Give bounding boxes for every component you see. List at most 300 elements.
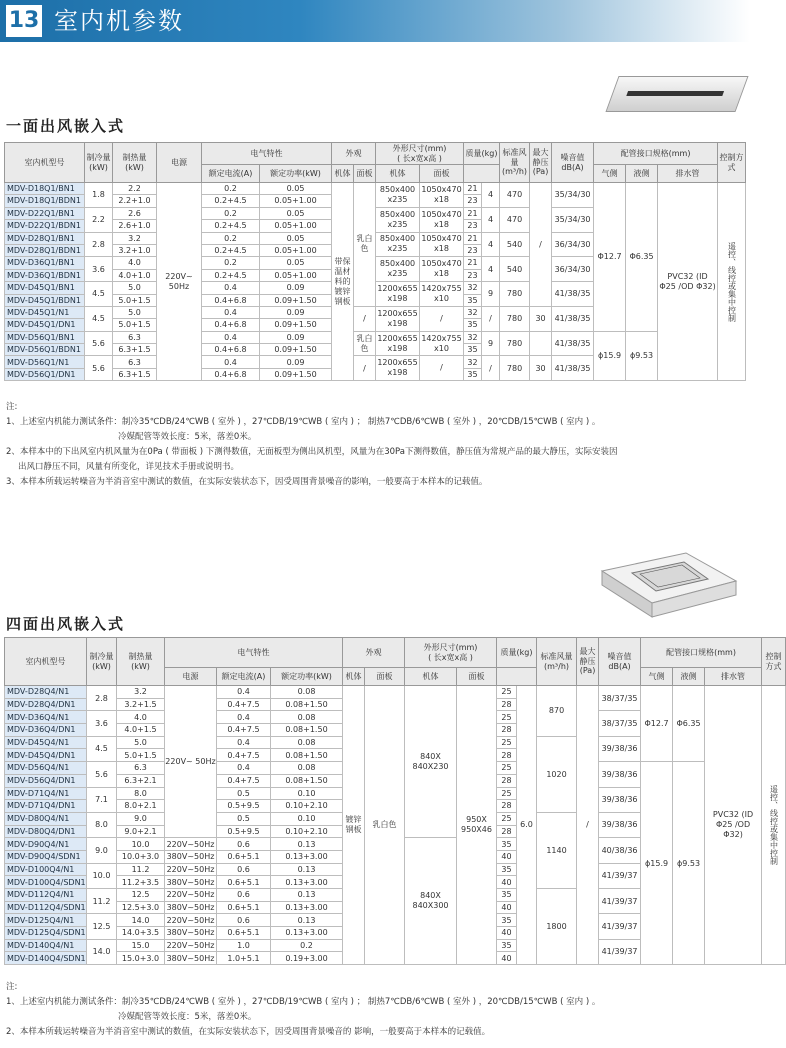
dim-panel-cell: 1050x470 x18 <box>420 232 464 257</box>
mass-panel-cell: / <box>482 306 500 331</box>
cooling-cell: 9.0 <box>87 838 117 863</box>
mass-body-cell: 28 <box>497 749 517 762</box>
rated-power-cell: 0.05+1.00 <box>260 244 332 256</box>
col-rated-power: 额定功率(kW) <box>271 668 343 686</box>
section-title-four-way: 四面出风嵌入式 <box>6 615 126 633</box>
model-cell: MDV-D18Q1/BN1 <box>5 183 85 195</box>
current-cell: 1.0 <box>217 939 271 952</box>
mass-body-cell: 32 <box>464 306 482 318</box>
dim-body-cell: 1200x655 x198 <box>376 356 420 381</box>
noise-cell: 38/37/35 <box>599 686 641 711</box>
panel-color-cell: 乳白色 <box>365 686 405 965</box>
model-cell: MDV-D18Q1/BDN1 <box>5 195 85 207</box>
current-cell: 0.4 <box>217 711 271 724</box>
model-cell: MDV-D28Q4/DN1 <box>5 698 87 711</box>
col-piping: 配管接口规格(mm) <box>641 638 762 668</box>
four-way-spec-table <box>4 637 786 965</box>
one-way-cassette-image <box>605 76 748 112</box>
cooling-cell: 4.5 <box>85 282 113 307</box>
heating-cell: 2.2 <box>113 183 157 195</box>
col-dim-panel: 面板 <box>420 165 464 183</box>
airflow-cell: 470 <box>500 183 530 208</box>
heating-cell: 15.0+3.0 <box>117 952 165 965</box>
note-label: 注: <box>6 402 18 412</box>
model-cell: MDV-D80Q4/N1 <box>5 812 87 825</box>
mass-panel-cell: 9 <box>482 331 500 356</box>
heating-cell: 6.3+1.5 <box>113 344 157 356</box>
mass-body-cell: 25 <box>497 686 517 699</box>
note-3: 3、本样本所载运转噪音为半消音室中测试的数值，在实际安装状态下，因受周围背景噪音的影响，一般要高于本样本的记载值。 <box>6 477 488 487</box>
mass-panel-cell: 4 <box>482 183 500 208</box>
rated-power-cell: 0.08 <box>271 736 343 749</box>
heating-cell: 4.0+1.5 <box>117 724 165 737</box>
dim-body-cell: 850x400 x235 <box>376 257 420 282</box>
rated-power-cell: 0.09 <box>260 331 332 343</box>
model-cell: MDV-D71Q4/N1 <box>5 787 87 800</box>
rated-power-cell: 0.05 <box>260 257 332 269</box>
dim-panel-cell: / <box>420 356 464 381</box>
mass-body-cell: 23 <box>464 195 482 207</box>
col-static: 最大静压 (Pa) <box>530 143 552 183</box>
cooling-cell: 11.2 <box>87 889 117 914</box>
current-cell: 0.6+5.1 <box>217 876 271 889</box>
noise-cell: 41/38/35 <box>552 331 594 356</box>
mass-panel-cell: 4 <box>482 207 500 232</box>
mass-body-cell: 28 <box>497 774 517 787</box>
rated-power-cell: 0.13 <box>271 838 343 851</box>
model-cell: MDV-D36Q1/BN1 <box>5 257 85 269</box>
heating-cell: 8.0+2.1 <box>117 800 165 813</box>
dim-body-cell: 850x400 x235 <box>376 207 420 232</box>
current-cell: 0.2+4.5 <box>202 195 260 207</box>
mass-body-cell: 21 <box>464 232 482 244</box>
mass-body-cell: 28 <box>497 724 517 737</box>
control-cell: 遥控、线控或集中控制 <box>762 686 786 965</box>
heating-cell: 3.2+1.5 <box>117 698 165 711</box>
current-cell: 0.6+5.1 <box>217 850 271 863</box>
rated-power-cell: 0.09 <box>260 306 332 318</box>
drain-cell: PVC32 (ID Φ25 /OD Φ32) <box>658 183 718 381</box>
col-dim-body: 机体 <box>405 668 457 686</box>
rated-power-cell: 0.05+1.00 <box>260 269 332 281</box>
static-cell: / <box>530 183 552 307</box>
current-cell: 0.4+7.5 <box>217 749 271 762</box>
current-cell: 0.4 <box>217 762 271 775</box>
mass-body-cell: 28 <box>497 800 517 813</box>
col-gas: 气侧 <box>594 165 626 183</box>
model-cell: MDV-D28Q1/BN1 <box>5 232 85 244</box>
rated-power-cell: 0.05+1.00 <box>260 195 332 207</box>
heating-cell: 5.0 <box>117 736 165 749</box>
cooling-cell: 5.6 <box>85 331 113 356</box>
cooling-cell: 2.2 <box>85 207 113 232</box>
mass-body-cell: 35 <box>497 889 517 902</box>
cooling-cell: 3.6 <box>87 711 117 736</box>
heating-cell: 3.2 <box>113 232 157 244</box>
col-cooling: 制冷量 (kW) <box>85 143 113 183</box>
model-cell: MDV-D100Q4/N1 <box>5 863 87 876</box>
current-cell: 0.6 <box>217 914 271 927</box>
col-mass-sub <box>464 165 500 183</box>
heating-cell: 4.0+1.0 <box>113 269 157 281</box>
noise-cell: 36/34/30 <box>552 257 594 282</box>
heating-cell: 6.3+2.1 <box>117 774 165 787</box>
model-cell: MDV-D90Q4/N1 <box>5 838 87 851</box>
current-cell: 0.6+5.1 <box>217 927 271 940</box>
one-way-spec-table <box>4 142 746 381</box>
model-cell: MDV-D36Q4/N1 <box>5 711 87 724</box>
note-2: 2、本样本中的下出风室内机风量为在0Pa ( 带面板 ) 下测得数值，无面板型为侧出风机型，风量为在30Pa下测得数值，静压值为常规产品的最大静压，实际安装因 <box>6 447 618 457</box>
static-cell <box>530 331 552 356</box>
current-cell: 0.4+7.5 <box>217 698 271 711</box>
four-way-notes <box>6 980 746 1040</box>
cooling-cell: 10.0 <box>87 863 117 888</box>
col-panel: 面板 <box>365 668 405 686</box>
cooling-cell: 2.8 <box>87 686 117 711</box>
col-control: 控制方式 <box>718 143 746 183</box>
cooling-cell: 5.6 <box>87 762 117 787</box>
col-electrical: 电气特性 <box>202 143 332 165</box>
mass-body-cell: 40 <box>497 952 517 965</box>
current-cell: 0.2+4.5 <box>202 269 260 281</box>
mass-body-cell: 35 <box>497 914 517 927</box>
noise-cell: 41/39/37 <box>599 889 641 914</box>
gas-cell: ϕ15.9 <box>641 762 673 965</box>
col-heating: 制热量 (kW) <box>117 638 165 686</box>
rated-power-cell: 0.10+2.10 <box>271 825 343 838</box>
col-airflow: 标准风量 (m³/h) <box>537 638 577 686</box>
model-cell: MDV-D140Q4/N1 <box>5 939 87 952</box>
power-cell: 380V~50Hz <box>165 850 217 863</box>
static-cell: / <box>577 686 599 965</box>
model-cell: MDV-D45Q4/DN1 <box>5 749 87 762</box>
rated-power-cell: 0.10 <box>271 812 343 825</box>
heating-cell: 12.5 <box>117 889 165 902</box>
body-appearance-cell: 带保温材料的镀锌钢板 <box>332 183 354 381</box>
mass-body-cell: 35 <box>464 294 482 306</box>
rated-power-cell: 0.08 <box>271 711 343 724</box>
mass-body-cell: 21 <box>464 183 482 195</box>
airflow-cell: 1020 <box>537 736 577 812</box>
col-liquid: 液侧 <box>626 165 658 183</box>
dim-body-cell: 1200x655 x198 <box>376 282 420 307</box>
gas-cell: Φ12.7 <box>594 183 626 332</box>
current-cell: 0.2+4.5 <box>202 220 260 232</box>
static-cell: 30 <box>530 306 552 331</box>
heating-cell: 5.0+1.5 <box>113 319 157 331</box>
airflow-cell: 540 <box>500 232 530 257</box>
model-cell: MDV-D45Q1/N1 <box>5 306 85 318</box>
mass-body-cell: 35 <box>497 939 517 952</box>
current-cell: 0.4+7.5 <box>217 724 271 737</box>
note-1b: 冷媒配管等效长度：5米，落差0米。 <box>118 1012 257 1022</box>
cooling-cell: 4.5 <box>87 736 117 761</box>
power-cell: 220V~50Hz <box>165 838 217 851</box>
rated-power-cell: 0.05 <box>260 232 332 244</box>
cooling-cell: 2.8 <box>85 232 113 257</box>
note-2: 2、本样本所载运转噪音为半消音室中测试的数值，在实际安装状态下，因受周围背景噪音的 影响，一般要高于本样本的记载值。 <box>6 1027 491 1037</box>
airflow-cell: 540 <box>500 257 530 282</box>
col-mass: 质量(kg) <box>464 143 500 165</box>
gas-cell: ϕ15.9 <box>594 331 626 381</box>
airflow-cell: 780 <box>500 306 530 331</box>
col-airflow: 标准风量 (m³/h) <box>500 143 530 183</box>
rated-power-cell: 0.09+1.50 <box>260 319 332 331</box>
heating-cell: 6.3 <box>113 356 157 368</box>
rated-power-cell: 0.08+1.50 <box>271 698 343 711</box>
dim-panel-cell: 950X 950X46 <box>457 686 497 965</box>
model-cell: MDV-D112Q4/SDN1 <box>5 901 87 914</box>
col-static: 最大静压 (Pa) <box>577 638 599 686</box>
noise-cell: 39/38/36 <box>599 787 641 812</box>
mass-panel-cell: 4 <box>482 257 500 282</box>
rated-power-cell: 0.09+1.50 <box>260 368 332 380</box>
noise-cell: 35/34/30 <box>552 207 594 232</box>
airflow-cell: 1140 <box>537 812 577 888</box>
model-cell: MDV-D140Q4/SDN1 <box>5 952 87 965</box>
section-title-one-way: 一面出风嵌入式 <box>6 117 126 135</box>
heating-cell: 3.2+1.0 <box>113 244 157 256</box>
cooling-cell: 1.8 <box>85 183 113 208</box>
current-cell: 0.2 <box>202 232 260 244</box>
col-power: 电源 <box>157 143 202 183</box>
heating-cell: 6.3 <box>117 762 165 775</box>
dim-body-cell: 850x400 x235 <box>376 232 420 257</box>
model-cell: MDV-D45Q1/BDN1 <box>5 294 85 306</box>
heating-cell: 11.2+3.5 <box>117 876 165 889</box>
noise-cell: 35/34/30 <box>552 183 594 208</box>
model-cell: MDV-D100Q4/SDN1 <box>5 876 87 889</box>
noise-cell: 41/38/35 <box>552 306 594 331</box>
heating-cell: 2.6+1.0 <box>113 220 157 232</box>
current-cell: 0.4 <box>202 306 260 318</box>
mass-body-cell: 25 <box>497 787 517 800</box>
heating-cell: 10.0+3.0 <box>117 850 165 863</box>
noise-cell: 41/38/35 <box>552 282 594 307</box>
model-cell: MDV-D45Q1/DN1 <box>5 319 85 331</box>
mass-body-cell: 28 <box>497 698 517 711</box>
heating-cell: 2.2+1.0 <box>113 195 157 207</box>
mass-body-cell: 40 <box>497 901 517 914</box>
current-cell: 0.4 <box>217 736 271 749</box>
mass-body-cell: 28 <box>497 825 517 838</box>
dim-body-cell: 850x400 x235 <box>376 183 420 208</box>
noise-cell: 41/39/37 <box>599 863 641 888</box>
drain-cell: PVC32 (ID Φ25 /OD Φ32) <box>705 686 762 965</box>
model-cell: MDV-D22Q1/BN1 <box>5 207 85 219</box>
current-cell: 0.2+4.5 <box>202 244 260 256</box>
mass-panel-cell: / <box>482 356 500 381</box>
col-cooling: 制冷量 (kW) <box>87 638 117 686</box>
cooling-cell: 8.0 <box>87 812 117 837</box>
current-cell: 0.2 <box>202 257 260 269</box>
mass-body-cell: 23 <box>464 269 482 281</box>
rated-power-cell: 0.13+3.00 <box>271 876 343 889</box>
rated-power-cell: 0.09 <box>260 282 332 294</box>
col-noise: 噪音值 dB(A) <box>552 143 594 183</box>
noise-cell: 38/37/35 <box>599 711 641 736</box>
note-1b: 冷媒配管等效长度：5米，落差0米。 <box>118 432 257 442</box>
rated-power-cell: 0.09+1.50 <box>260 294 332 306</box>
col-piping: 配管接口规格(mm) <box>594 143 718 165</box>
col-unit-body: 机体 <box>343 668 365 686</box>
panel-color-cell: / <box>354 306 376 331</box>
liquid-cell: ϕ9.53 <box>626 331 658 381</box>
col-control: 控制方式 <box>762 638 786 686</box>
mass-body-cell: 25 <box>497 762 517 775</box>
model-cell: MDV-D28Q4/N1 <box>5 686 87 699</box>
power-cell: 380V~50Hz <box>165 952 217 965</box>
current-cell: 0.4+6.8 <box>202 294 260 306</box>
col-current: 额定电流(A) <box>217 668 271 686</box>
mass-panel-cell: 6.0 <box>517 686 537 965</box>
rated-power-cell: 0.05 <box>260 207 332 219</box>
heating-cell: 5.0+1.5 <box>117 749 165 762</box>
heating-cell: 5.0 <box>113 306 157 318</box>
power-cell: 220V~50Hz <box>165 914 217 927</box>
heating-cell: 11.2 <box>117 863 165 876</box>
model-cell: MDV-D125Q4/N1 <box>5 914 87 927</box>
mass-body-cell: 25 <box>497 711 517 724</box>
cooling-cell: 14.0 <box>87 939 117 964</box>
col-power: 电源 <box>165 668 217 686</box>
current-cell: 0.4+6.8 <box>202 344 260 356</box>
dim-panel-cell: 1420x755 x10 <box>420 331 464 356</box>
rated-power-cell: 0.13 <box>271 914 343 927</box>
mass-body-cell: 35 <box>464 319 482 331</box>
heating-cell: 14.0 <box>117 914 165 927</box>
rated-power-cell: 0.08+1.50 <box>271 724 343 737</box>
current-cell: 0.6 <box>217 889 271 902</box>
rated-power-cell: 0.13 <box>271 889 343 902</box>
col-dimensions: 外形尺寸(mm) ( 长x宽x高 ) <box>376 143 464 165</box>
heating-cell: 5.0+1.5 <box>113 294 157 306</box>
current-cell: 0.4+6.8 <box>202 368 260 380</box>
noise-cell: 41/39/37 <box>599 914 641 939</box>
table-row <box>5 183 746 195</box>
cooling-cell: 5.6 <box>85 356 113 381</box>
col-rated-power: 额定功率(kW) <box>260 165 332 183</box>
section-number: 13 <box>6 5 42 37</box>
current-cell: 0.4 <box>202 356 260 368</box>
mass-body-cell: 21 <box>464 257 482 269</box>
col-unit-body: 机体 <box>332 165 354 183</box>
model-cell: MDV-D45Q1/BN1 <box>5 282 85 294</box>
col-drain: 排水管 <box>705 668 762 686</box>
current-cell: 0.4+7.5 <box>217 774 271 787</box>
static-cell: 30 <box>530 356 552 381</box>
dim-body-cell: 840X 840X300 <box>405 838 457 965</box>
mass-body-cell: 35 <box>464 368 482 380</box>
rated-power-cell: 0.10+2.10 <box>271 800 343 813</box>
rated-power-cell: 0.13 <box>271 863 343 876</box>
model-cell: MDV-D125Q4/SDN1 <box>5 927 87 940</box>
dim-body-cell: 1200x655 x198 <box>376 331 420 356</box>
rated-power-cell: 0.08+1.50 <box>271 774 343 787</box>
current-cell: 0.5+9.5 <box>217 800 271 813</box>
power-cell: 380V~50Hz <box>165 876 217 889</box>
current-cell: 0.2 <box>202 207 260 219</box>
heating-cell: 12.5+3.0 <box>117 901 165 914</box>
col-model: 室内机型号 <box>5 638 87 686</box>
model-cell: MDV-D56Q1/BDN1 <box>5 344 85 356</box>
col-appearance: 外观 <box>343 638 405 668</box>
power-cell: 380V~50Hz <box>165 927 217 940</box>
noise-cell: 36/34/30 <box>552 232 594 257</box>
airflow-cell: 780 <box>500 356 530 381</box>
mass-body-cell: 35 <box>464 344 482 356</box>
col-model: 室内机型号 <box>5 143 85 183</box>
model-cell: MDV-D22Q1/BDN1 <box>5 220 85 232</box>
col-current: 额定电流(A) <box>202 165 260 183</box>
airflow-cell: 870 <box>537 686 577 737</box>
mass-body-cell: 40 <box>497 876 517 889</box>
power-cell: 220V~ 50Hz <box>157 183 202 381</box>
rated-power-cell: 0.08+1.50 <box>271 749 343 762</box>
current-cell: 0.4 <box>202 331 260 343</box>
rated-power-cell: 0.05 <box>260 183 332 195</box>
rated-power-cell: 0.19+3.00 <box>271 952 343 965</box>
mass-body-cell: 25 <box>497 736 517 749</box>
cooling-cell: 12.5 <box>87 914 117 939</box>
mass-body-cell: 35 <box>497 838 517 851</box>
model-cell: MDV-D112Q4/N1 <box>5 889 87 902</box>
noise-cell: 40/38/36 <box>599 838 641 863</box>
mass-body-cell: 25 <box>497 812 517 825</box>
noise-cell: 41/38/35 <box>552 356 594 381</box>
gas-cell: Φ12.7 <box>641 686 673 762</box>
dim-panel-cell: 1050x470 x18 <box>420 257 464 282</box>
rated-power-cell: 0.09+1.50 <box>260 344 332 356</box>
model-cell: MDV-D36Q4/DN1 <box>5 724 87 737</box>
rated-power-cell: 0.2 <box>271 939 343 952</box>
power-cell: 220V~ 50Hz <box>165 686 217 838</box>
liquid-cell: ϕ9.53 <box>673 762 705 965</box>
note-1: 1、上述室内机能力测试条件：制冷35℃DB/24℃WB ( 室外 ) ，27℃DB/19℃WB ( 室内 ) ； 制热7℃DB/6℃WB ( 室外 ) ，20℃DB/15℃WB ( 室内 ) 。 <box>6 417 601 427</box>
cooling-cell: 4.5 <box>85 306 113 331</box>
rated-power-cell: 0.13+3.00 <box>271 901 343 914</box>
table-row <box>5 686 786 699</box>
airflow-cell: 780 <box>500 282 530 307</box>
liquid-cell: Φ6.35 <box>673 686 705 762</box>
col-appearance: 外观 <box>332 143 376 165</box>
mass-body-cell: 35 <box>497 863 517 876</box>
airflow-cell: 1800 <box>537 889 577 965</box>
col-noise: 噪音值 dB(A) <box>599 638 641 686</box>
rated-power-cell: 0.08 <box>271 762 343 775</box>
col-electrical: 电气特性 <box>165 638 343 668</box>
mass-body-cell: 23 <box>464 244 482 256</box>
model-cell: MDV-D56Q1/DN1 <box>5 368 85 380</box>
airflow-cell: 470 <box>500 207 530 232</box>
rated-power-cell: 0.13+3.00 <box>271 927 343 940</box>
col-heating: 制热量 (kW) <box>113 143 157 183</box>
heating-cell: 3.2 <box>117 686 165 699</box>
current-cell: 0.4 <box>217 686 271 699</box>
noise-cell: 39/38/36 <box>599 812 641 837</box>
heating-cell: 10.0 <box>117 838 165 851</box>
power-cell: 220V~50Hz <box>165 889 217 902</box>
heating-cell: 4.0 <box>117 711 165 724</box>
four-way-cassette-image <box>590 535 740 620</box>
panel-color-cell: / <box>354 356 376 381</box>
current-cell: 0.5+9.5 <box>217 825 271 838</box>
cooling-cell: 3.6 <box>85 257 113 282</box>
page-header-bar <box>0 0 750 42</box>
heating-cell: 15.0 <box>117 939 165 952</box>
mass-body-cell: 32 <box>464 356 482 368</box>
current-cell: 0.6 <box>217 863 271 876</box>
